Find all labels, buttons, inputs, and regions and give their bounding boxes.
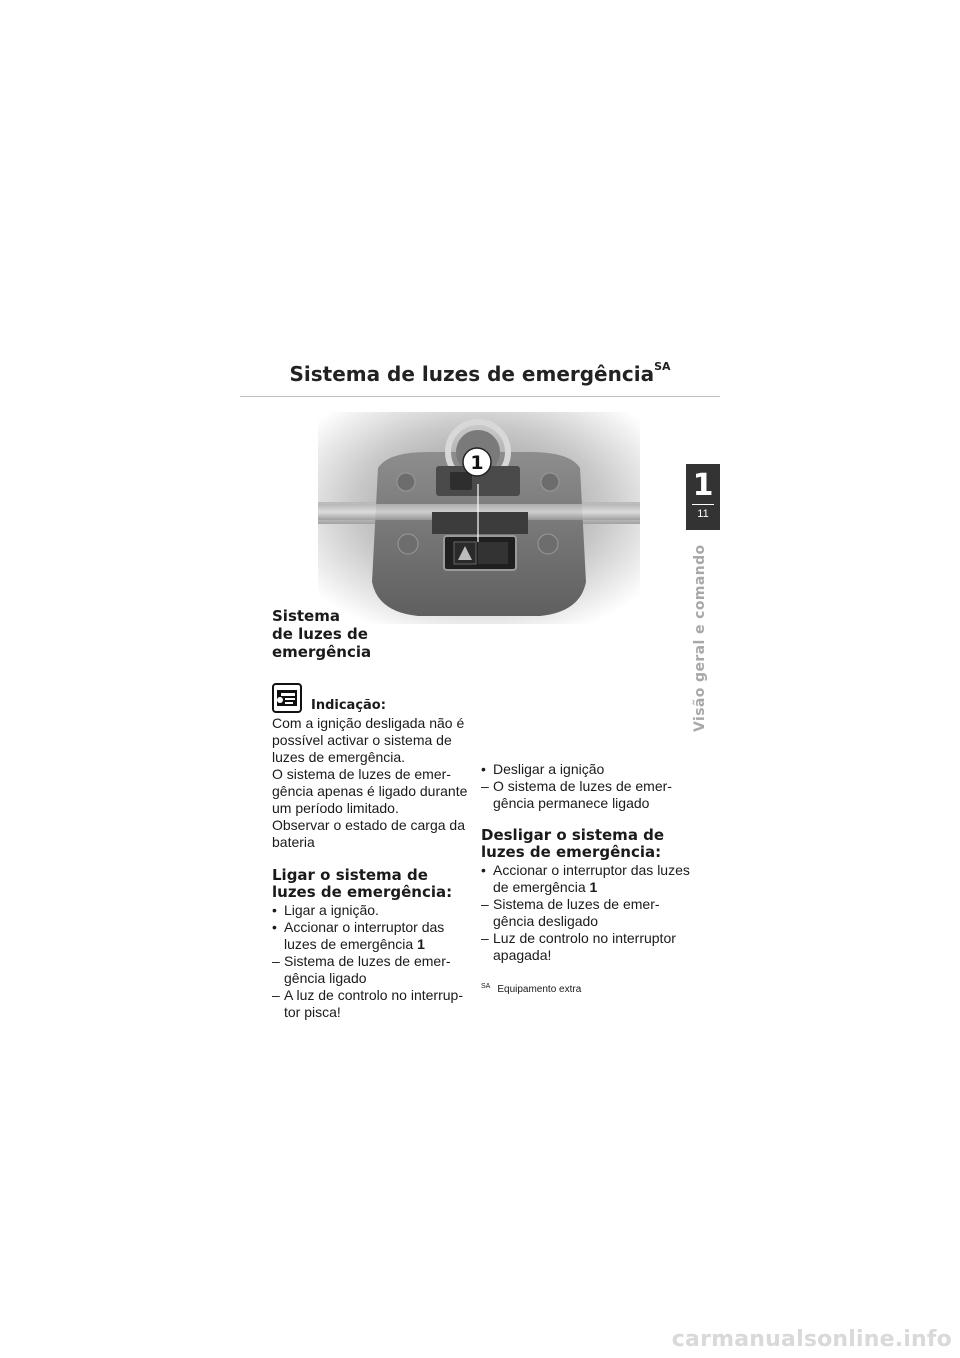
figure-callout-number: 1 bbox=[470, 452, 484, 474]
watermark: carmanualsonline.info bbox=[671, 1327, 952, 1352]
list-item: • Ligar a ignição. bbox=[272, 902, 379, 918]
footnote bbox=[481, 984, 691, 996]
list-item: – A luz de controlo no interrup-tor pisca! bbox=[272, 987, 463, 1020]
chapter-number: 1 bbox=[692, 468, 714, 503]
switch-off-steps bbox=[481, 862, 691, 964]
section-heading-switch-off: Desligar o sistema de luzes de emergência: bbox=[481, 826, 665, 861]
list-item: – Sistema de luzes de emer-gência desligado bbox=[481, 896, 660, 929]
section-heading-switch-on: Ligar o sistema de luzes de emergência: bbox=[272, 866, 453, 901]
list-item: • Accionar o interruptor das luzes de emergência 1 bbox=[481, 862, 690, 895]
chapter-tab-divider bbox=[692, 504, 714, 505]
list-item: – O sistema de luzes de emer-gência permanece ligado bbox=[481, 778, 672, 811]
figure-caption bbox=[272, 607, 472, 661]
list-item: • Accionar o interruptor das luzes de emergência 1 bbox=[272, 919, 445, 952]
title-divider bbox=[240, 396, 720, 397]
footnote-text: Equipamento extra bbox=[497, 984, 582, 995]
hazard-switch-photo bbox=[318, 412, 640, 624]
switch-on-steps bbox=[272, 902, 472, 1021]
ignition-off-steps bbox=[481, 761, 691, 812]
figure-caption-line1: Sistema bbox=[272, 607, 340, 625]
list-item: • Desligar a ignição bbox=[481, 761, 605, 777]
note-paragraph: Com a ignição desligada não é possível activar o sistema de luzes de emergência. bbox=[272, 715, 465, 765]
list-item: – Luz de controlo no interruptor apagada! bbox=[481, 930, 676, 963]
page-title-superscript: SA bbox=[654, 360, 671, 374]
page-title-text: Sistema de luzes de emergência bbox=[289, 362, 655, 386]
right-column bbox=[481, 761, 691, 996]
list-item: – Sistema de luzes de emer-gência ligado bbox=[272, 953, 451, 986]
hand-pointing-note-icon bbox=[272, 683, 302, 713]
figure-caption-line2: de luzes de emergência bbox=[272, 625, 372, 661]
footnote-mark: SA bbox=[481, 983, 491, 990]
page-title bbox=[240, 362, 720, 386]
left-column bbox=[272, 607, 472, 1021]
page-number: 11 bbox=[697, 508, 709, 520]
note-header bbox=[272, 683, 472, 713]
section-side-label: Visão geral e comando bbox=[692, 544, 708, 732]
note-label: Indicação: bbox=[311, 698, 386, 713]
chapter-tab bbox=[686, 464, 720, 530]
note-paragraph: Observar o estado de carga da bateria bbox=[272, 817, 466, 850]
note-paragraph: O sistema de luzes de emer-gência apenas é ligado durante um período limitado. bbox=[272, 766, 468, 816]
